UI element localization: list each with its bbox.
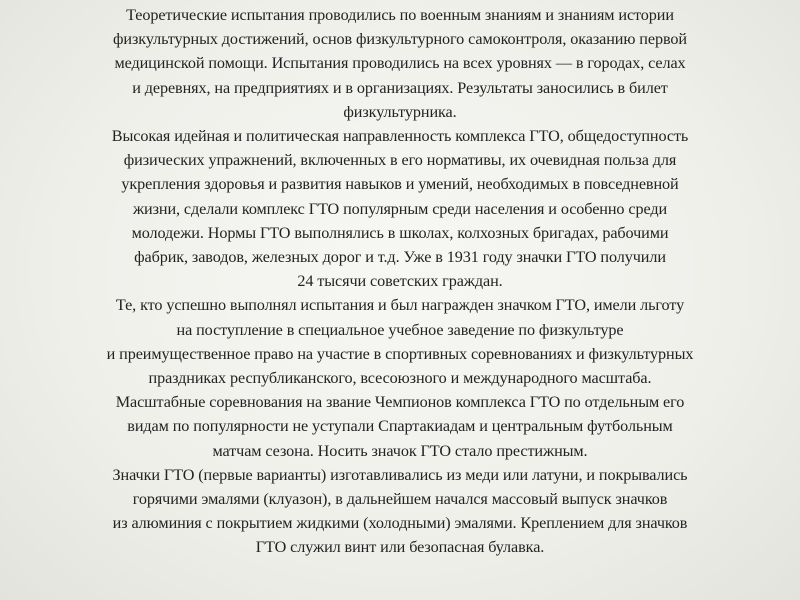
text-line: из алюминия с покрытием жидкими (холодными) эмалями. Креплением для значков xyxy=(112,514,688,533)
text-line: на поступление в специальное учебное заведение по физкультуре xyxy=(176,320,624,339)
paragraph-theory-tests xyxy=(22,3,778,124)
text-line: Значки ГТО (первые варианты) изготавливались из меди или латуни, и покрывались xyxy=(112,465,688,484)
text-line: праздниках республиканского, всесоюзного и международного масштаба. xyxy=(148,369,652,388)
paragraph-badge-privileges xyxy=(22,293,778,390)
text-line: физкультурных достижений, основ физкультурного самоконтроля, оказанию первой xyxy=(113,30,687,49)
text-line: молодежи. Нормы ГТО выполнялись в школах, колхозных бригадах, рабочими xyxy=(131,223,669,242)
paragraph-championships xyxy=(22,390,778,463)
text-line: укрепления здоровья и развития навыков и умений, необходимых в повседневной xyxy=(121,175,679,194)
text-line: Масштабные соревнования на звание Чемпионов комплекса ГТО по отдельным его xyxy=(115,393,685,412)
text-line: физических упражнений, включенных в его нормативы, их очевидная польза для xyxy=(123,151,677,170)
text-line: 24 тысячи советских граждан. xyxy=(297,272,503,291)
text-line: и деревнях, на предприятиях и в организациях. Результаты заносились в билет xyxy=(132,78,668,97)
text-line: ГТО служил винт или безопасная булавка. xyxy=(255,538,545,557)
text-line: фабрик, заводов, железных дорог и т.д. Уже в 1931 году значки ГТО получили xyxy=(134,248,666,267)
paragraph-gto-popularity xyxy=(22,124,778,293)
text-line: Теоретические испытания проводились по военным знаниям и знаниям истории xyxy=(126,6,674,24)
text-line: и преимущественное право на участие в спортивных соревнованиях и физкультурных xyxy=(106,344,694,363)
text-line: видам по популярности не уступали Спартакиадам и центральным футбольным xyxy=(127,417,673,436)
text-line: Высокая идейная и политическая направленность комплекса ГТО, общедоступность xyxy=(111,127,689,146)
slide-text-block xyxy=(22,3,778,560)
text-line: горячими эмалями (клуазон), в дальнейшем начался массовый выпуск значков xyxy=(132,490,668,509)
paragraph-badge-manufacturing xyxy=(22,463,778,560)
text-line: Те, кто успешно выполнял испытания и был награжден значком ГТО, имели льготу xyxy=(115,296,685,315)
text-line: медицинской помощи. Испытания проводились на всех уровнях — в городах, селах xyxy=(114,54,686,73)
text-line: матчам сезона. Носить значок ГТО стало престижным. xyxy=(212,441,588,460)
text-line: жизни, сделали комплекс ГТО популярным среди населения и особенно среди xyxy=(132,199,668,218)
text-line: физкультурника. xyxy=(343,102,457,121)
